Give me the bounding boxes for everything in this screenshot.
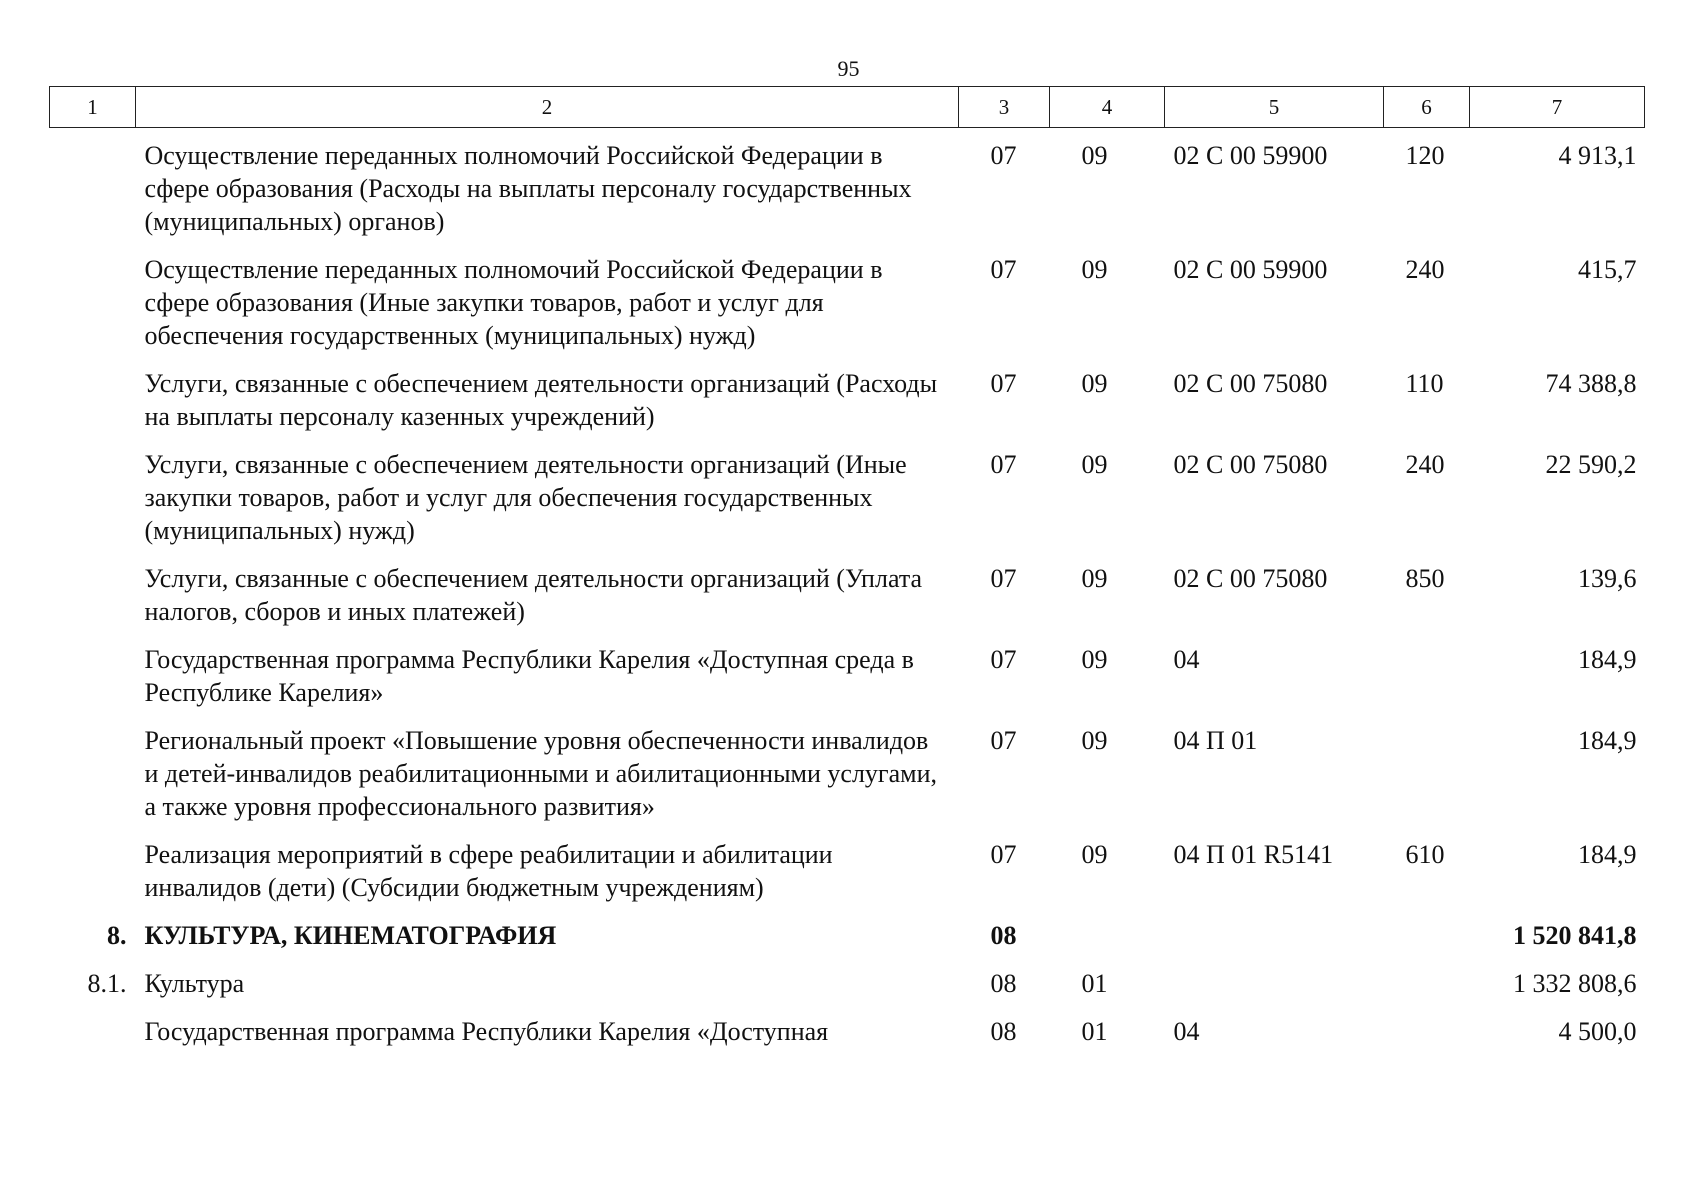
table-row-subsection-heading	[50, 967, 1645, 1015]
row-number	[50, 838, 136, 919]
budget-table	[49, 86, 1645, 1063]
row-number	[50, 1015, 136, 1063]
row-subsection: 01	[1081, 1017, 1108, 1046]
row-target: 04 П 01 R5141	[1173, 840, 1334, 869]
page-number: 95	[837, 56, 860, 81]
row-number	[50, 367, 136, 448]
row-name: Услуги, связанные с обеспечением деятельности организаций (Расходы на выплаты персоналу казенных учреждений)	[144, 369, 938, 431]
row-expense-type: 240	[1405, 450, 1445, 479]
row-name: Осуществление переданных полномочий Российской Федерации в сфере образования (Расходы на выплаты персоналу государственных (муниципальных) органов)	[144, 141, 912, 236]
header-col-4: 4	[1050, 87, 1165, 128]
row-subsection: 01	[1081, 969, 1108, 998]
row-section: 08	[990, 921, 1017, 950]
row-amount: 184,9	[1578, 840, 1637, 869]
header-col-7: 7	[1470, 87, 1645, 128]
row-name: Услуги, связанные с обеспечением деятельности организаций (Иные закупки товаров, работ и услуг для обеспечения государственных (муниципальных) нужд)	[144, 450, 907, 545]
row-amount: 1 520 841,8	[1513, 921, 1637, 950]
row-section: 07	[990, 369, 1017, 398]
row-subsection	[1050, 919, 1165, 967]
row-subsection: 09	[1081, 564, 1108, 593]
header-col-1: 1	[50, 87, 136, 128]
row-amount: 415,7	[1578, 255, 1637, 284]
row-name: Региональный проект «Повышение уровня обеспеченности инвалидов и детей-инвалидов реабилитационными и абилитационными услугами, а также уровня профессионального развития»	[144, 726, 938, 821]
row-name: Осуществление переданных полномочий Российской Федерации в сфере образования (Иные закупки товаров, работ и услуг для обеспечения государственных (муниципальных) нужд)	[144, 255, 883, 350]
row-amount: 184,9	[1578, 645, 1637, 674]
row-amount: 4 913,1	[1558, 141, 1637, 170]
row-section: 08	[990, 969, 1017, 998]
row-subsection: 09	[1081, 450, 1108, 479]
row-expense-type: 110	[1405, 369, 1444, 398]
row-expense-type	[1384, 967, 1470, 1015]
table-header-row	[50, 87, 1645, 128]
row-amount: 184,9	[1578, 726, 1637, 755]
row-number	[50, 448, 136, 562]
row-name: Государственная программа Республики Карелия «Доступная	[144, 1017, 829, 1046]
row-section: 07	[990, 450, 1017, 479]
table-row	[50, 128, 1645, 254]
row-amount: 4 500,0	[1558, 1017, 1637, 1046]
row-target: 04 П 01	[1173, 726, 1258, 755]
row-amount: 139,6	[1578, 564, 1637, 593]
row-subsection: 09	[1081, 141, 1108, 170]
row-section: 08	[990, 1017, 1017, 1046]
row-expense-type	[1384, 724, 1470, 838]
row-subsection: 09	[1081, 369, 1108, 398]
row-expense-type	[1384, 1015, 1470, 1063]
row-section: 07	[990, 255, 1017, 284]
row-target: 04	[1173, 1017, 1200, 1046]
table-row	[50, 253, 1645, 367]
row-expense-type: 120	[1405, 141, 1445, 170]
row-amount: 1 332 808,6	[1513, 969, 1637, 998]
row-target: 04	[1173, 645, 1200, 674]
table-row-section-heading	[50, 919, 1645, 967]
row-target	[1165, 919, 1384, 967]
row-number: 8.1.	[87, 969, 127, 998]
row-expense-type	[1384, 919, 1470, 967]
row-expense-type: 610	[1405, 840, 1445, 869]
row-target: 02 С 00 59900	[1173, 255, 1328, 284]
header-col-2: 2	[136, 87, 959, 128]
row-number	[50, 643, 136, 724]
row-name: КУЛЬТУРА, КИНЕМАТОГРАФИЯ	[144, 921, 557, 950]
row-number	[50, 128, 136, 254]
header-col-6: 6	[1384, 87, 1470, 128]
header-col-3: 3	[959, 87, 1050, 128]
row-target: 02 С 00 75080	[1173, 564, 1328, 593]
row-target: 02 С 00 75080	[1173, 369, 1328, 398]
row-name: Реализация мероприятий в сфере реабилитации и абилитации инвалидов (дети) (Субсидии бюджетным учреждениям)	[144, 840, 833, 902]
row-expense-type: 850	[1405, 564, 1445, 593]
table-row	[50, 448, 1645, 562]
row-expense-type	[1384, 643, 1470, 724]
row-subsection: 09	[1081, 726, 1108, 755]
row-name: Культура	[144, 969, 245, 998]
row-target	[1165, 967, 1384, 1015]
row-name: Услуги, связанные с обеспечением деятельности организаций (Уплата налогов, сборов и иных платежей)	[144, 564, 923, 626]
row-amount: 74 388,8	[1545, 369, 1637, 398]
header-col-5: 5	[1165, 87, 1384, 128]
row-target: 02 С 00 59900	[1173, 141, 1328, 170]
row-number	[50, 253, 136, 367]
table-row	[50, 838, 1645, 919]
row-number	[50, 562, 136, 643]
row-section: 07	[990, 564, 1017, 593]
table-row	[50, 724, 1645, 838]
row-section: 07	[990, 726, 1017, 755]
row-target: 02 С 00 75080	[1173, 450, 1328, 479]
row-section: 07	[990, 840, 1017, 869]
row-number	[50, 724, 136, 838]
row-expense-type: 240	[1405, 255, 1445, 284]
row-section: 07	[990, 645, 1017, 674]
table-row	[50, 367, 1645, 448]
row-amount: 22 590,2	[1545, 450, 1637, 479]
table-row	[50, 562, 1645, 643]
row-section: 07	[990, 141, 1017, 170]
row-number: 8.	[107, 921, 127, 950]
table-row	[50, 1015, 1645, 1063]
row-subsection: 09	[1081, 840, 1108, 869]
row-subsection: 09	[1081, 645, 1108, 674]
row-name: Государственная программа Республики Карелия «Доступная среда в Республике Карелия»	[144, 645, 914, 707]
table-row	[50, 643, 1645, 724]
row-subsection: 09	[1081, 255, 1108, 284]
